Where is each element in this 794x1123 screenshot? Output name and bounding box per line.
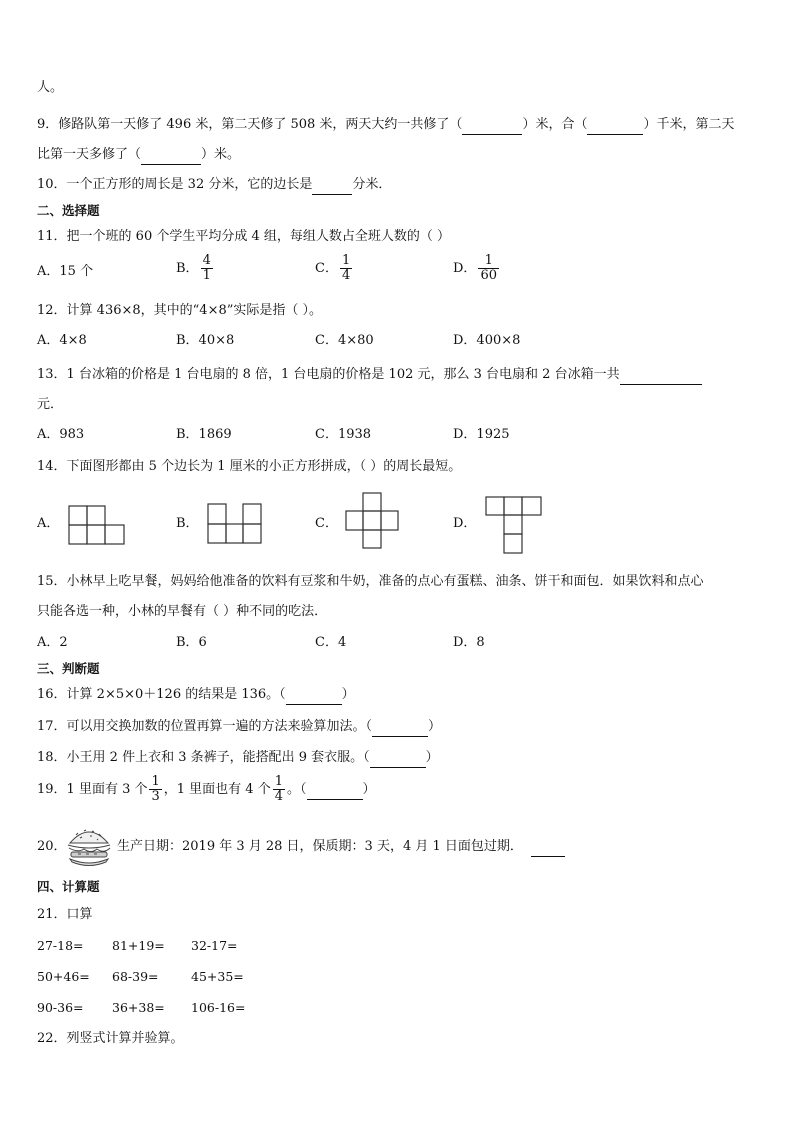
calc-item[interactable]: 68-39= <box>112 969 159 984</box>
bread-icon <box>64 823 114 867</box>
q13-option-b[interactable]: B．1869 <box>176 427 232 442</box>
calc-item[interactable]: 27-18= <box>37 938 84 953</box>
q11-stem: 11．把一个班的 60 个学生平均分成 4 组，每组人数占全班人数的（ ） <box>37 229 451 244</box>
q14-option-d[interactable]: D． <box>453 516 477 531</box>
q14-option-c[interactable]: C． <box>315 516 338 531</box>
q13-option-d[interactable]: D．1925 <box>453 427 510 442</box>
q15-line2: 只能各选一种，小林的早餐有（ ）种不同的吃法． <box>37 604 328 619</box>
q13-option-c[interactable]: C．1938 <box>315 427 372 442</box>
q18: 18．小王用 2 件上衣和 3 条裤子，能搭配出 9 套衣服。（ ） <box>37 749 439 768</box>
q14-shape-a <box>68 505 126 547</box>
q20-number: 20． <box>37 839 67 854</box>
q11-d-fraction: $\frac{1}{60}$ <box>480 253 497 283</box>
q11-option-a[interactable]: A．15 个 <box>37 264 94 279</box>
q15-option-d[interactable]: D．8 <box>453 635 485 650</box>
q21-title: 21．口算 <box>37 907 93 922</box>
section-4-heading: 四、计算题 <box>37 879 100 894</box>
calc-item[interactable]: 90-36= <box>37 1000 84 1015</box>
q16-blank[interactable] <box>286 686 342 705</box>
q12-stem: 12．计算 436×8，其中的“4×8”实际是指（ ）。 <box>37 303 323 318</box>
q22: 22．列竖式计算并验算。 <box>37 1031 184 1046</box>
q14-shape-d <box>485 496 543 556</box>
calc-item[interactable]: 50+46= <box>37 969 90 984</box>
calc-item[interactable]: 32-17= <box>191 938 238 953</box>
q9-blank-2[interactable] <box>587 116 643 135</box>
calc-item[interactable]: 106-16= <box>191 1000 246 1015</box>
q14-option-a[interactable]: A． <box>37 516 60 531</box>
q12-option-b[interactable]: B．40×8 <box>176 333 235 348</box>
q11-c-fraction: $\frac{1}{4}$ <box>341 253 351 283</box>
q8-tail: 人。 <box>37 80 64 95</box>
q14-option-b[interactable]: B． <box>176 516 199 531</box>
q19-fraction-2: $\frac{1}{4}$ <box>274 774 283 804</box>
q11-b-fraction: $\frac{4}{1}$ <box>202 253 211 283</box>
q9-blank-3[interactable] <box>141 146 201 165</box>
q12-option-c[interactable]: C．4×80 <box>315 333 374 348</box>
q13-option-a[interactable]: A．983 <box>37 427 85 442</box>
q10: 10．一个正方形的周长是 32 分米，它的边长是 分米． <box>37 176 391 195</box>
q14-shape-b <box>207 503 263 545</box>
q19-blank[interactable] <box>307 781 363 800</box>
q15-line1: 15．小林早上吃早餐，妈妈给他准备的饮料有豆浆和牛奶，准备的点心有蛋糕、油条、饼干和面包．如果饮料和点心 <box>37 574 704 589</box>
q15-option-b[interactable]: B．6 <box>176 635 207 650</box>
calc-item[interactable]: 81+19= <box>112 938 165 953</box>
q20-blank[interactable] <box>531 838 565 857</box>
q20-text: 生产日期：2019 年 3 月 28 日，保质期：3 天，4 月 1 日面包过期． <box>117 838 565 857</box>
q13-tail: 元． <box>37 397 64 412</box>
q17-blank[interactable] <box>372 718 428 737</box>
q19-fraction-1: $\frac{1}{3}$ <box>151 774 160 804</box>
q19: 19．1 里面有 3 个 $\frac{1}{3}$ ，1 里面也有 4 个 $\frac{1}{4}$ 。（ ） <box>37 774 376 804</box>
q17: 17．可以用交换加数的位置再算一遍的方法来验算加法。（ ） <box>37 718 441 737</box>
q16: 16．计算 2×5×0＋126 的结果是 136。（ ） <box>37 686 355 705</box>
calc-item[interactable]: 45+35= <box>191 969 244 984</box>
q15-option-c[interactable]: C．4 <box>315 635 347 650</box>
q11-option-c[interactable]: C． $\frac{1}{4}$ <box>315 253 351 283</box>
q10-blank[interactable] <box>312 176 352 195</box>
section-2-heading: 二、选择题 <box>37 203 100 218</box>
q14-stem: 14．下面图形都由 5 个边长为 1 厘米的小正方形拼成，（ ）的周长最短。 <box>37 459 462 474</box>
q9-line2: 比第一天多修了（ ）米。 <box>37 146 240 165</box>
q9-blank-1[interactable] <box>462 116 522 135</box>
q12-option-d[interactable]: D．400×8 <box>453 333 521 348</box>
q15-option-a[interactable]: A．2 <box>37 635 68 650</box>
q12-option-a[interactable]: A．4×8 <box>37 333 87 348</box>
q18-blank[interactable] <box>370 749 426 768</box>
q13-blank[interactable] <box>620 366 702 385</box>
q13-stem: 13．1 台冰箱的价格是 1 台电扇的 8 倍，1 台电扇的价格是 102 元，那么 3 台电扇和 2 台冰箱一共 <box>37 366 702 385</box>
q11-option-d[interactable]: D． $\frac{1}{60}$ <box>453 253 497 283</box>
section-3-heading: 三、判断题 <box>37 661 100 676</box>
q9-line1: 9．修路队第一天修了 496 米，第二天修了 508 米，两天大约一共修了（ ）米，合（ ）千米，第二天 <box>37 116 734 135</box>
q14-shape-c <box>345 492 399 550</box>
calc-item[interactable]: 36+38= <box>112 1000 165 1015</box>
q11-option-b[interactable]: B． $\frac{4}{1}$ <box>176 253 211 283</box>
